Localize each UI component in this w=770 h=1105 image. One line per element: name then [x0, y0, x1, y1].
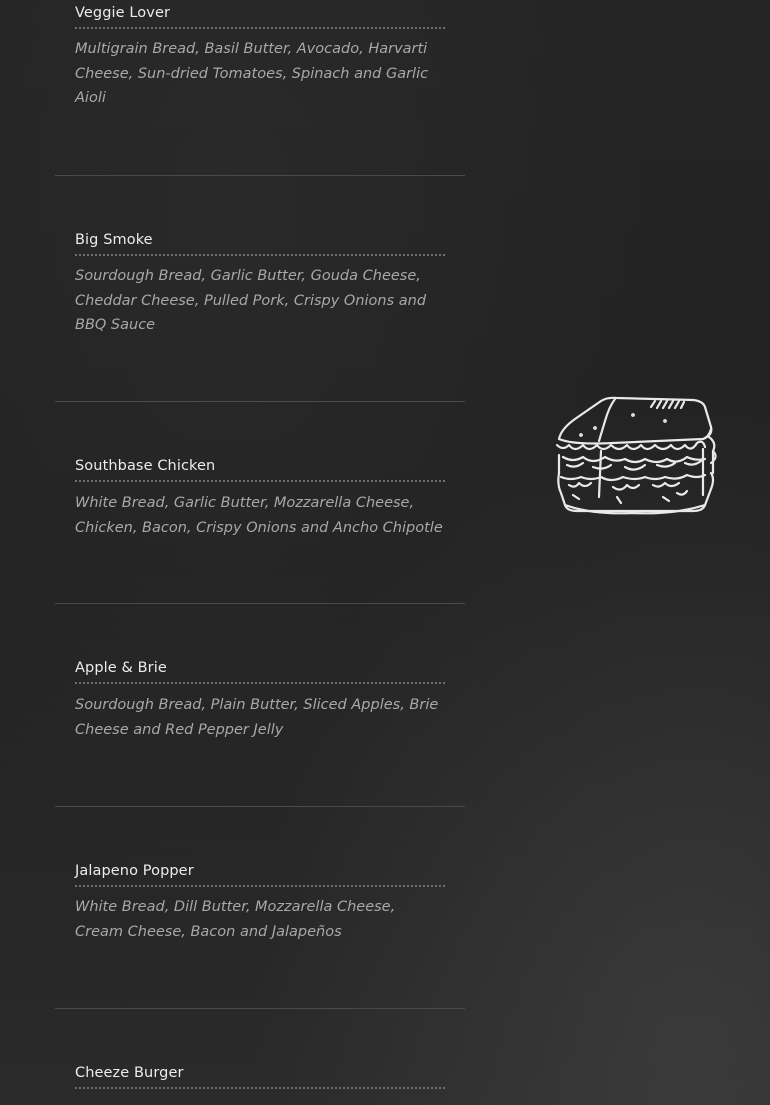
menu-divider — [55, 603, 465, 604]
menu-item-description: Multigrain Bread, Basil Butter, Avocado, Harvarti Cheese, Sun-dried Tomatoes, Spinach and Garlic Aioli — [75, 41, 429, 106]
menu-item-name: Apple & Brie — [75, 658, 445, 684]
menu-item-description: White Bread, Dill Butter, Mozzarella Cheese, Cream Cheese, Bacon and Jalapeños — [75, 899, 396, 940]
menu-item-name: Cheeze Burger — [75, 1063, 445, 1089]
menu-divider — [55, 401, 465, 402]
menu-divider — [55, 175, 465, 176]
menu-item-description: Sourdough Bread, Garlic Butter, Gouda Cheese, Cheddar Cheese, Pulled Pork, Crispy Onions and BBQ Sauce — [75, 268, 427, 333]
menu-item-description: Sourdough Bread, Plain Butter, Sliced Apples, Brie Cheese and Red Pepper Jelly — [75, 697, 439, 738]
menu-item-name: Big Smoke — [75, 230, 445, 256]
menu-item-name: Southbase Chicken — [75, 456, 445, 482]
menu-item-name: Veggie Lover — [75, 3, 445, 29]
menu-divider — [55, 1008, 465, 1009]
menu-divider — [55, 806, 465, 807]
menu-item-name: Jalapeno Popper — [75, 861, 445, 887]
menu-item-description: White Bread, Garlic Butter, Mozzarella Cheese, Chicken, Bacon, Crispy Onions and Ancho Chipotle — [75, 495, 443, 536]
sandwich-icon — [553, 393, 719, 519]
